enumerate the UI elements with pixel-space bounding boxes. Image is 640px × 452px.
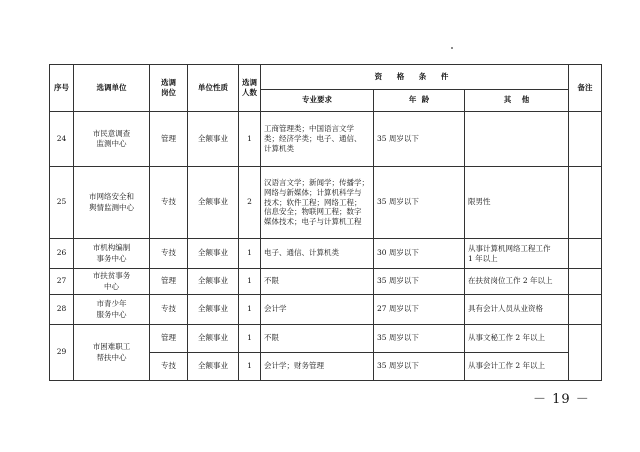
cell-age: 35 周岁以下 [374, 112, 465, 167]
header-major: 专业要求 [261, 90, 374, 112]
cell-age: 35 周岁以下 [374, 325, 465, 353]
header-qualification: 资 格 条 件 [261, 65, 569, 90]
cell-unit: 市困难职工 帮扶中心 [74, 325, 150, 381]
table-row [50, 295, 602, 325]
cell-nature: 全额事业 [188, 295, 239, 325]
cell-post: 专技 [150, 295, 188, 325]
cell-nature: 全额事业 [188, 269, 239, 295]
cell-seq: 24 [50, 112, 74, 167]
table-row [50, 325, 602, 353]
cell-seq: 27 [50, 269, 74, 295]
cell-count: 1 [239, 353, 261, 381]
cell-major: 不限 [261, 325, 374, 353]
cell-count: 1 [239, 239, 261, 269]
cell-post: 管理 [150, 269, 188, 295]
cell-age: 35 周岁以下 [374, 167, 465, 239]
cell-unit: 市网络安全和 舆情监测中心 [74, 167, 150, 239]
cell-seq: 26 [50, 239, 74, 269]
cell-count: 2 [239, 167, 261, 239]
cell-major: 电子、通信、计算机类 [261, 239, 374, 269]
cell-age: 30 周岁以下 [374, 239, 465, 269]
cell-nature: 全额事业 [188, 353, 239, 381]
cell-other: 从事文秘工作 2 年以上 [465, 325, 569, 353]
cell-seq: 29 [50, 325, 74, 381]
cell-remark [569, 269, 602, 295]
cell-unit: 市青少年 服务中心 [74, 295, 150, 325]
cell-remark [569, 325, 602, 381]
table-row [50, 239, 602, 269]
cell-remark [569, 239, 602, 269]
cell-remark [569, 112, 602, 167]
cell-other: 从事会计工作 2 年以上 [465, 353, 569, 381]
cell-nature: 全额事业 [188, 239, 239, 269]
header-count: 选调 人数 [239, 65, 261, 112]
header-unit: 选调单位 [74, 65, 150, 112]
cell-major: 工商管理类；中国语言文学 类；经济学类；电子、通信、 计算机类 [261, 112, 374, 167]
cell-remark [569, 167, 602, 239]
cell-post: 专技 [150, 353, 188, 381]
cell-major: 会计学；财务管理 [261, 353, 374, 381]
cell-unit: 市扶贫事务 中心 [74, 269, 150, 295]
cell-count: 1 [239, 112, 261, 167]
cell-other: 在扶贫岗位工作 2 年以上 [465, 269, 569, 295]
cell-age: 35 周岁以下 [374, 353, 465, 381]
cell-count: 1 [239, 269, 261, 295]
header-nature: 单位性质 [188, 65, 239, 112]
header-seq: 序号 [50, 65, 74, 112]
cell-unit: 市机构编制 事务中心 [74, 239, 150, 269]
recruitment-table [49, 64, 602, 381]
cell-major: 会计学 [261, 295, 374, 325]
cell-unit: 市民意调查 监测中心 [74, 112, 150, 167]
table-row [50, 167, 602, 239]
cell-post: 管理 [150, 325, 188, 353]
page-number: － 19 － [533, 392, 590, 407]
cell-other [465, 112, 569, 167]
cell-other: 限男性 [465, 167, 569, 239]
cell-post: 管理 [150, 112, 188, 167]
cell-major: 不限 [261, 269, 374, 295]
header-age: 年 龄 [374, 90, 465, 112]
table-row [50, 269, 602, 295]
cell-other: 具有会计人员从业资格 [465, 295, 569, 325]
cell-age: 35 周岁以下 [374, 269, 465, 295]
header-other: 其 他 [465, 90, 569, 112]
cell-remark [569, 295, 602, 325]
cell-nature: 全额事业 [188, 325, 239, 353]
cell-seq: 28 [50, 295, 74, 325]
table-row [50, 112, 602, 167]
cell-age: 27 周岁以下 [374, 295, 465, 325]
cell-nature: 全额事业 [188, 112, 239, 167]
cell-nature: 全额事业 [188, 167, 239, 239]
header-post: 选调 岗位 [150, 65, 188, 112]
speck-mark [451, 47, 453, 49]
cell-post: 专技 [150, 167, 188, 239]
cell-post: 专技 [150, 239, 188, 269]
cell-count: 1 [239, 295, 261, 325]
cell-major: 汉语言文学；新闻学；传播学； 网络与新媒体；计算机科学与 技术；软件工程；网络工程； 信息安全；物联网工程；数字 媒体技术；电子与计算机工程 [261, 167, 374, 239]
header-remark: 备注 [569, 65, 602, 112]
cell-seq: 25 [50, 167, 74, 239]
cell-other: 从事计算机网络工程工作 1 年以上 [465, 239, 569, 269]
cell-count: 1 [239, 325, 261, 353]
